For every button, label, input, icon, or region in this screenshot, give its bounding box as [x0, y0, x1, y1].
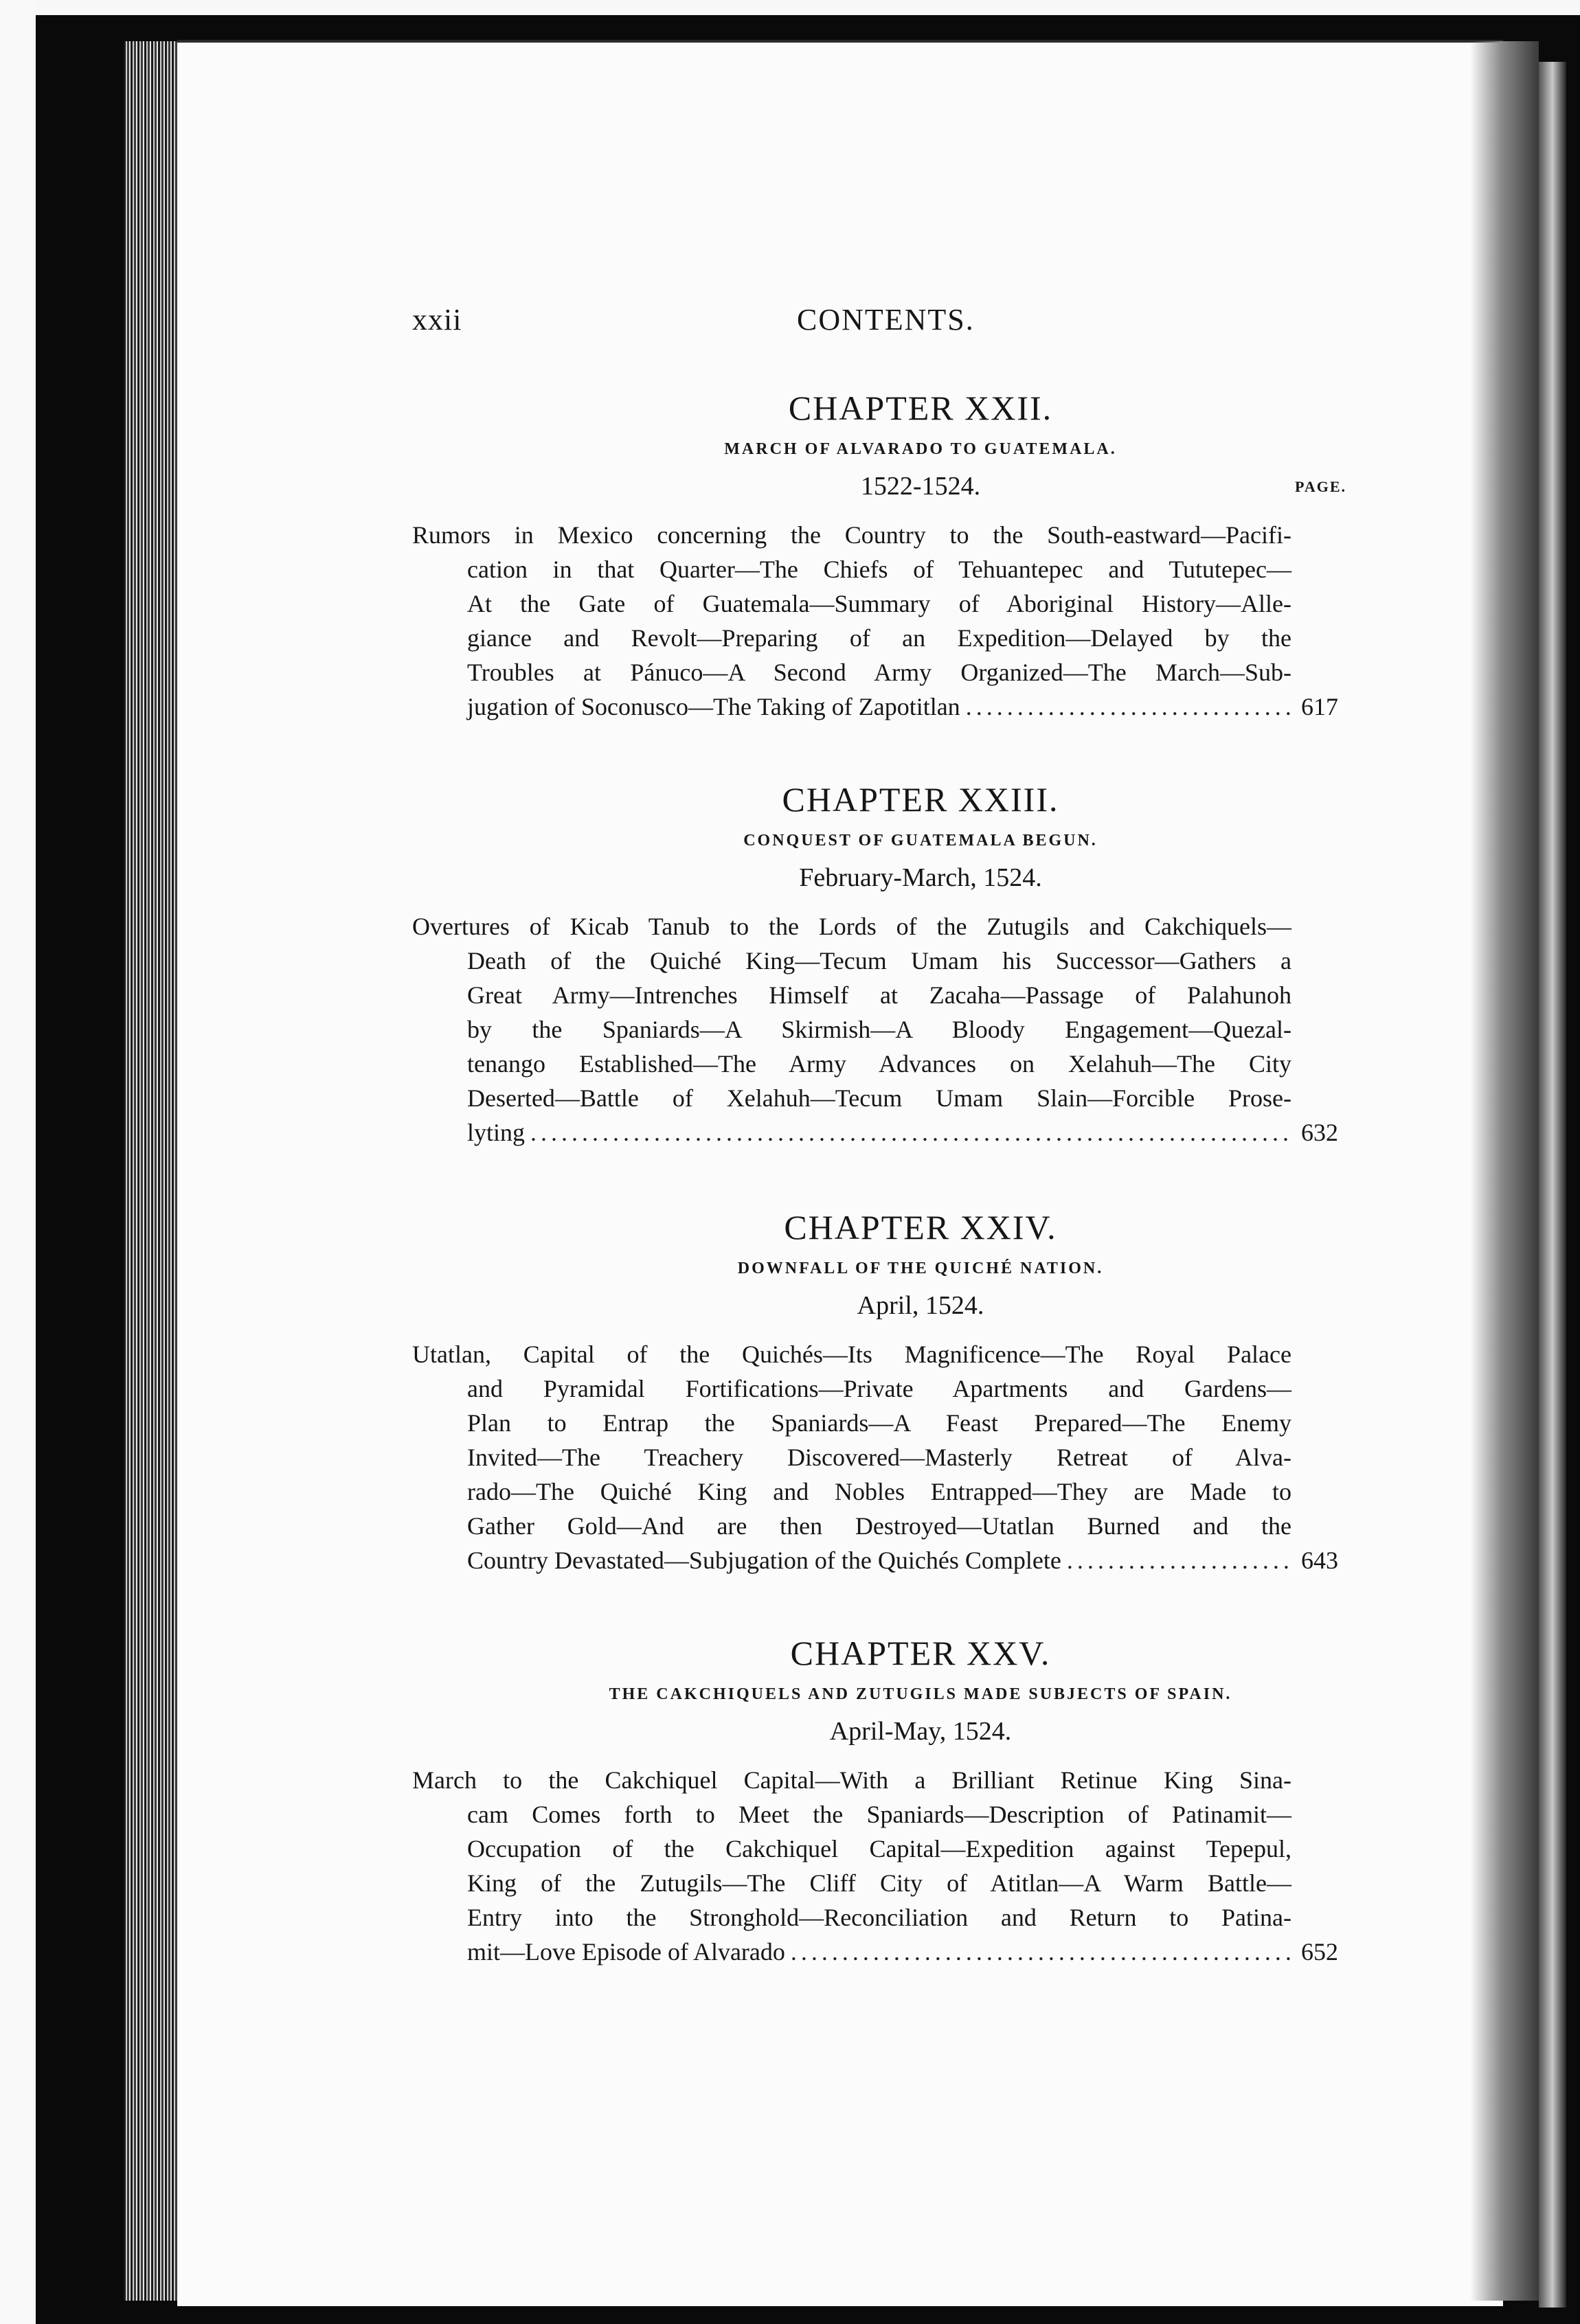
summary-line: March to the Cakchiquel Capital—With a Brilliant Retinue King Sina- — [412, 1766, 1291, 1794]
summary-line: Plan to Entrap the Spaniards—A Feast Prepared—The Enemy — [467, 1409, 1291, 1437]
summary-line: giance and Revolt—Preparing of an Expedition—Delayed by the — [467, 624, 1291, 652]
chapter-page-number: 652 — [1301, 1938, 1338, 1966]
dot-leader — [966, 690, 1290, 724]
chapter-subtitle: DOWNFALL OF THE QUICHÉ NATION. — [737, 1260, 1104, 1277]
chapter-xxii — [412, 388, 1346, 724]
chapter-subtitle: CONQUEST OF GUATEMALA BEGUN. — [743, 832, 1098, 850]
summary-line: by the Spaniards—A Skirmish—A Bloody Engagement—Quezal- — [467, 1016, 1291, 1043]
summary-line: lyting — [467, 1119, 526, 1146]
running-head — [412, 302, 1580, 343]
page-column-label: PAGE. — [1295, 478, 1346, 495]
summary-line: and Pyramidal Fortifications—Private Apartments and Gardens— — [467, 1375, 1291, 1402]
chapter-xxv — [412, 1633, 1346, 1969]
dot-leader — [791, 1935, 1290, 1969]
chapter-subtitle: THE CAKCHIQUELS AND ZUTUGILS MADE SUBJECTS OF SPAIN. — [609, 1685, 1232, 1703]
summary-line: cation in that Quarter—The Chiefs of Tehuantepec and Tututepec— — [467, 556, 1291, 583]
summary-line: King of the Zutugils—The Cliff City of Atitlan—A Warm Battle— — [467, 1869, 1291, 1897]
chapter-title: CHAPTER XXIII. — [782, 780, 1059, 819]
running-title: CONTENTS. — [797, 303, 975, 337]
summary-line: cam Comes forth to Meet the Spaniards—Description of Patinamit— — [467, 1801, 1291, 1828]
chapter-date: February-March, 1524. — [799, 863, 1042, 892]
summary-line: Death of the Quiché King—Tecum Umam his Successor—Gathers a — [467, 947, 1291, 975]
chapter-page-number: 617 — [1301, 693, 1338, 720]
summary-line: tenango Established—The Army Advances on Xelahuh—The City — [467, 1050, 1291, 1078]
page-number: xxii — [412, 303, 462, 337]
chapter-xxiii — [412, 779, 1346, 1150]
summary-line: Occupation of the Cakchiquel Capital—Expedition against Tepepul, — [467, 1835, 1291, 1862]
summary-last-line — [412, 1935, 1346, 1969]
summary-line: Great Army—Intrenches Himself at Zacaha—Passage of Palahunoh — [467, 981, 1291, 1009]
summary-last-line — [412, 1115, 1346, 1150]
summary-line: jugation of Soconusco—The Taking of Zapotitlan — [467, 693, 960, 720]
chapter-page-number: 643 — [1301, 1547, 1338, 1574]
summary-line: Invited—The Treachery Discovered—Masterly Retreat of Alva- — [467, 1444, 1291, 1471]
summary-line: Utatlan, Capital of the Quichés—Its Magnificence—The Royal Palace — [412, 1341, 1291, 1368]
dot-leader — [530, 1115, 1290, 1150]
chapter-title: CHAPTER XXII. — [788, 389, 1053, 427]
summary-last-line — [412, 690, 1346, 724]
summary-line: Overtures of Kicab Tanub to the Lords of the Zutugils and Cakchiquels— — [412, 913, 1291, 940]
chapter-summary — [412, 1763, 1346, 1969]
summary-line: mit—Love Episode of Alvarado — [467, 1938, 785, 1966]
chapter-date: April, 1524. — [857, 1291, 984, 1320]
summary-line: Entry into the Stronghold—Reconciliation and Return to Patina- — [467, 1904, 1291, 1931]
chapter-summary — [412, 1337, 1346, 1577]
summary-line: Gather Gold—And are then Destroyed—Utatlan Burned and the — [467, 1512, 1291, 1540]
chapter-date: 1522-1524. — [860, 472, 981, 501]
chapter-page-number: 632 — [1301, 1119, 1338, 1146]
dot-leader — [1067, 1543, 1290, 1577]
summary-line: Deserted—Battle of Xelahuh—Tecum Umam Slain—Forcible Prose- — [467, 1084, 1291, 1112]
summary-last-line — [412, 1543, 1346, 1577]
chapter-summary — [412, 909, 1346, 1150]
summary-line: rado—The Quiché King and Nobles Entrapped—They are Made to — [467, 1478, 1291, 1505]
summary-line: Troubles at Pánuco—A Second Army Organized—The March—Sub- — [467, 659, 1291, 686]
chapter-date: April-May, 1524. — [829, 1717, 1012, 1746]
summary-line: At the Gate of Guatemala—Summary of Aboriginal History—Alle- — [467, 590, 1291, 617]
chapter-summary — [412, 518, 1346, 724]
chapter-title: CHAPTER XXV. — [790, 1634, 1051, 1672]
chapter-subtitle: MARCH OF ALVARADO TO GUATEMALA. — [724, 440, 1117, 458]
chapter-xxiv — [412, 1207, 1346, 1577]
summary-line: Rumors in Mexico concerning the Country to the South-eastward—Pacifi- — [412, 521, 1291, 549]
summary-line: Country Devastated—Subjugation of the Quichés Complete — [467, 1547, 1061, 1574]
chapter-title: CHAPTER XXIV. — [784, 1208, 1057, 1246]
